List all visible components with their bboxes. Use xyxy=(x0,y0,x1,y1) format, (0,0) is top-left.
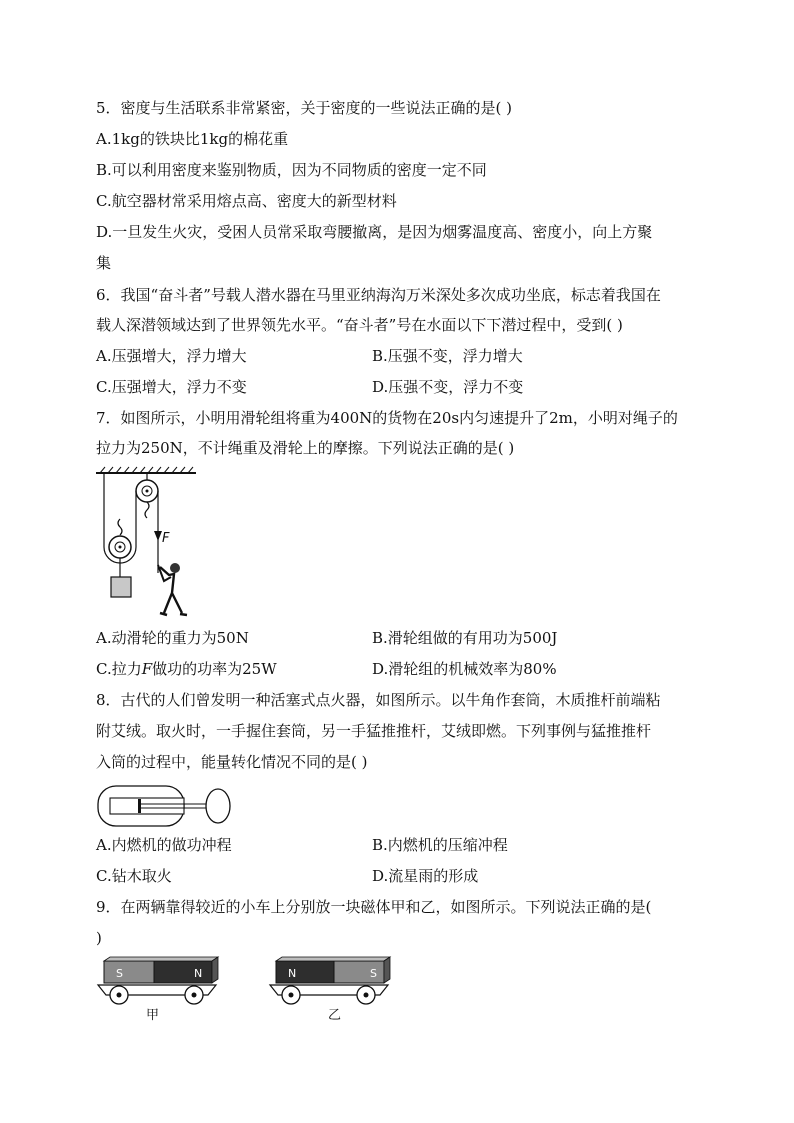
magnet-car-jia xyxy=(94,955,224,1025)
q5-option-a: A.1kg的铁块比1kg的棉花重 xyxy=(96,130,289,148)
q6-option-b: B.压强不变，浮力增大 xyxy=(372,347,523,365)
q5-option-b: B.可以利用密度来鉴别物质，因为不同物质的密度一定不同 xyxy=(96,161,487,179)
q5-option-c: C.航空器材常采用熔点高、密度大的新型材料 xyxy=(96,192,397,210)
q7-option-c xyxy=(96,659,277,679)
car2-right-pole: S xyxy=(370,967,377,980)
car2-left-pole: N xyxy=(288,967,297,980)
q7-option-c-suffix: 做功的功率为25W xyxy=(152,660,277,678)
q6-stem-line2: 载人深潜领域达到了世界领先水平。“奋斗者”号在水面以下下潜过程中，受到( ) xyxy=(96,316,623,334)
q5-option-d-cont: 集 xyxy=(96,254,112,272)
q7-option-c-var: F xyxy=(141,660,153,678)
q5-stem: 5．密度与生活联系非常紧密，关于密度的一些说法正确的是( ) xyxy=(96,99,513,117)
car1-right-pole: N xyxy=(194,967,203,980)
car1-left-pole: S xyxy=(116,967,123,980)
q7-stem-line2: 拉力为250N，不计绳重及滑轮上的摩擦。下列说法正确的是( ) xyxy=(96,439,515,457)
q8-option-c: C.钻木取火 xyxy=(96,867,172,885)
q8-option-a: A.内燃机的做功冲程 xyxy=(96,836,232,854)
q7-option-b: B.滑轮组做的有用功为500J xyxy=(372,629,558,647)
car1-label: 甲 xyxy=(146,1008,160,1023)
q6-option-a: A.压强增大，浮力增大 xyxy=(96,347,247,365)
q7-option-d: D.滑轮组的机械效率为80% xyxy=(372,660,557,678)
magnet-car-yi xyxy=(266,955,396,1025)
q7-option-c-prefix: C.拉力 xyxy=(96,660,142,678)
q7-option-a: A.动滑轮的重力为50N xyxy=(96,629,249,647)
q6-option-c: C.压强增大，浮力不变 xyxy=(96,378,247,396)
q8-option-d: D.流星雨的形成 xyxy=(372,867,479,885)
q7-stem-line1: 7．如图所示，小明用滑轮组将重为400N的货物在20s内匀速提升了2m，小明对绳子的 xyxy=(96,409,678,427)
q8-stem-line1: 8．古代的人们曾发明一种活塞式点火器，如图所示。以牛角作套筒，木质推杆前端粘 xyxy=(96,691,661,709)
q6-option-d: D.压强不变，浮力不变 xyxy=(372,378,524,396)
fire-piston-figure xyxy=(94,780,234,832)
q5-option-d: D.一旦发生火灾，受困人员常采取弯腰撤离，是因为烟雾温度高、密度小，向上方聚 xyxy=(96,223,653,241)
q6-stem-line1: 6．我国“奋斗者”号载人潜水器在马里亚纳海沟万米深处多次成功坐底，标志着我国在 xyxy=(96,286,661,304)
q9-stem-line1: 9．在两辆靠得较近的小车上分别放一块磁体甲和乙，如图所示。下列说法正确的是( xyxy=(96,898,652,916)
pulley-system-figure xyxy=(92,465,202,620)
q8-stem-line3: 入筒的过程中，能量转化情况不同的是( ) xyxy=(96,753,368,771)
q9-stem-line2: ) xyxy=(96,929,102,947)
q8-option-b: B.内燃机的压缩冲程 xyxy=(372,836,508,854)
force-label-f: F xyxy=(162,531,170,546)
q8-stem-line2: 附艾绒。取火时，一手握住套筒，另一手猛推推杆，艾绒即燃。下列事例与猛推推杆 xyxy=(96,722,652,740)
car2-label: 乙 xyxy=(328,1008,342,1023)
